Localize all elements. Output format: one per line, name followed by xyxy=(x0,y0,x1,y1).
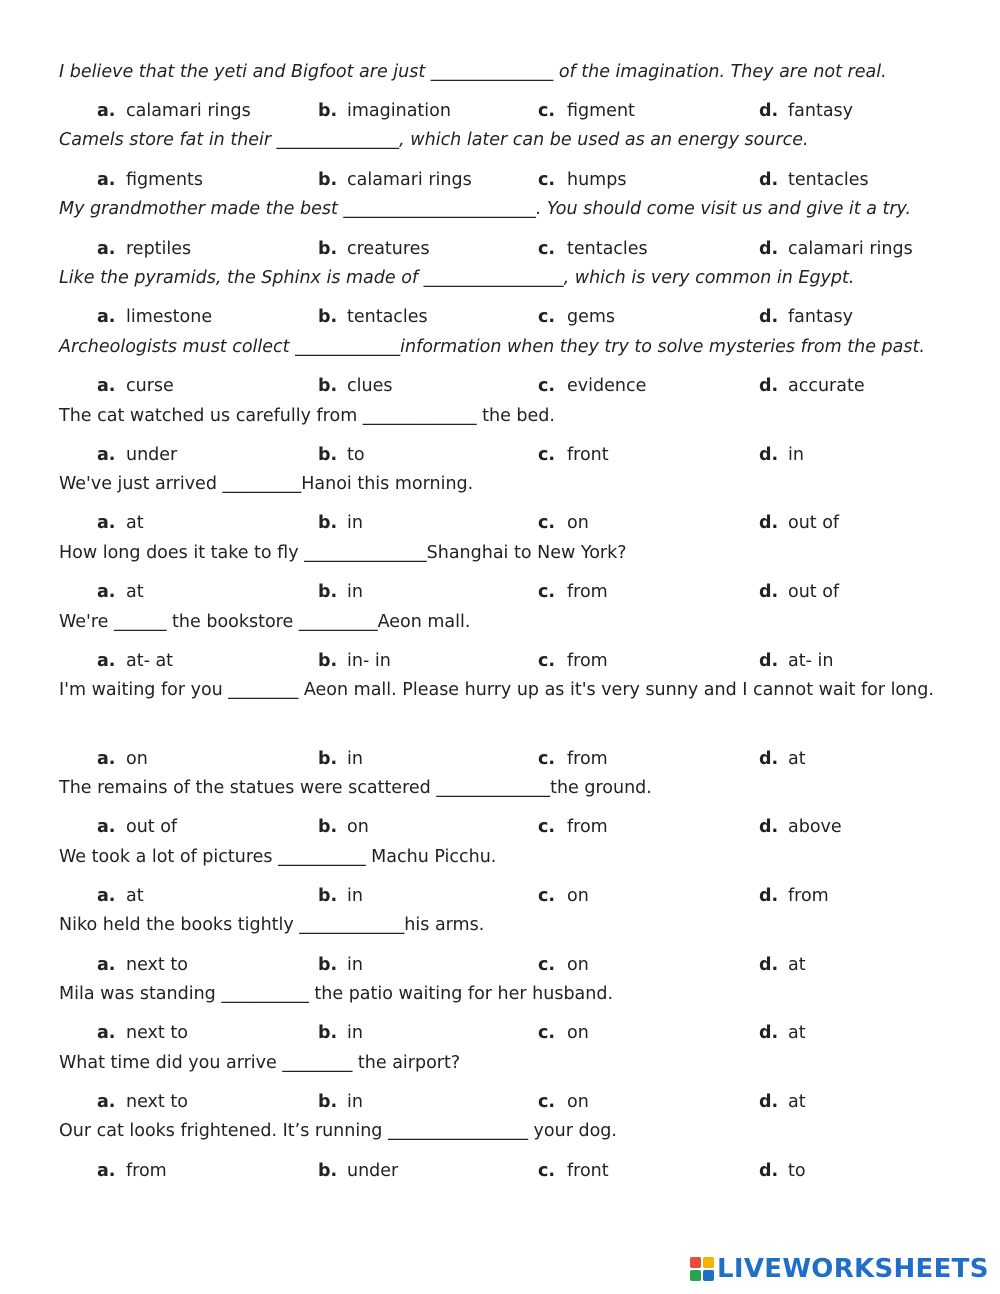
option-letter: b. xyxy=(318,1161,338,1181)
option-text: clues xyxy=(347,376,393,396)
answer-option[interactable] xyxy=(759,886,829,906)
question-text: Camels store fat in their ______________, which later can be used as an energy source. xyxy=(59,130,809,150)
option-text: front xyxy=(567,445,609,465)
option-letter: b. xyxy=(318,376,338,396)
answer-option[interactable] xyxy=(538,376,646,396)
option-text: figments xyxy=(126,170,204,190)
answer-option[interactable] xyxy=(318,955,363,975)
option-text: in xyxy=(347,1023,363,1043)
option-text: in xyxy=(347,955,363,975)
answer-option[interactable] xyxy=(318,445,365,465)
question-text: I'm waiting for you ________ Aeon mall. Please hurry up as it's very sunny and I cannot wait for long. xyxy=(59,680,934,700)
answer-option[interactable] xyxy=(97,513,144,533)
option-letter: b. xyxy=(318,445,338,465)
option-letter: b. xyxy=(318,307,338,327)
option-letter: c. xyxy=(538,651,556,671)
option-text: under xyxy=(347,1161,399,1181)
option-text: humps xyxy=(567,170,627,190)
answer-option[interactable] xyxy=(538,1092,589,1112)
logo-square-2 xyxy=(703,1257,714,1268)
option-text: on xyxy=(347,817,369,837)
option-text: at xyxy=(788,1023,806,1043)
liveworksheets-logo-icon xyxy=(690,1257,714,1281)
option-letter: a. xyxy=(97,170,116,190)
option-letter: b. xyxy=(318,582,338,602)
option-letter: c. xyxy=(538,445,556,465)
answer-option[interactable] xyxy=(759,307,853,327)
option-text: next to xyxy=(126,1092,188,1112)
option-letter: c. xyxy=(538,101,556,121)
question-text: We took a lot of pictures __________ Machu Picchu. xyxy=(59,847,497,867)
option-text: calamari rings xyxy=(126,101,251,121)
answer-option[interactable] xyxy=(318,749,363,769)
option-text: from xyxy=(567,582,608,602)
option-text: above xyxy=(788,817,842,837)
option-text: at xyxy=(126,886,144,906)
option-text: at xyxy=(126,582,144,602)
option-text: in- in xyxy=(347,651,391,671)
answer-option[interactable] xyxy=(759,749,806,769)
option-letter: a. xyxy=(97,582,116,602)
question-text: Niko held the books tightly ____________his arms. xyxy=(59,915,485,935)
answer-option[interactable] xyxy=(759,1092,806,1112)
answer-option[interactable] xyxy=(97,817,177,837)
option-text: tentacles xyxy=(567,239,648,259)
answer-option[interactable] xyxy=(97,239,191,259)
option-text: out of xyxy=(788,582,840,602)
option-text: on xyxy=(567,1092,589,1112)
option-letter: d. xyxy=(759,1161,779,1181)
option-letter: d. xyxy=(759,445,779,465)
answer-options xyxy=(0,445,1000,471)
question-text: My grandmother made the best ______________________. You should come visit us and give it a try. xyxy=(59,199,912,219)
answer-option[interactable] xyxy=(97,1092,188,1112)
option-text: in xyxy=(347,749,363,769)
answer-option[interactable] xyxy=(538,955,589,975)
option-text: evidence xyxy=(567,376,647,396)
option-letter: b. xyxy=(318,239,338,259)
option-letter: d. xyxy=(759,376,779,396)
option-letter: b. xyxy=(318,513,338,533)
option-text: on xyxy=(126,749,148,769)
option-text: fantasy xyxy=(788,307,854,327)
option-text: tentacles xyxy=(788,170,869,190)
option-letter: d. xyxy=(759,239,779,259)
logo-text: LIVEWORKSHEETS xyxy=(717,1254,989,1284)
option-text: from xyxy=(126,1161,167,1181)
option-letter: c. xyxy=(538,376,556,396)
option-text: to xyxy=(347,445,365,465)
answer-option[interactable] xyxy=(759,101,853,121)
option-text: under xyxy=(126,445,178,465)
answer-option[interactable] xyxy=(538,445,609,465)
option-text: from xyxy=(567,651,608,671)
answer-options xyxy=(0,1161,1000,1187)
option-text: next to xyxy=(126,955,188,975)
answer-option[interactable] xyxy=(318,582,363,602)
question-text: Like the pyramids, the Sphinx is made of ________________, which is very common in Egypt. xyxy=(59,268,855,288)
option-text: from xyxy=(567,817,608,837)
option-letter: b. xyxy=(318,749,338,769)
option-letter: a. xyxy=(97,749,116,769)
answer-options xyxy=(0,513,1000,539)
option-letter: c. xyxy=(538,749,556,769)
answer-option[interactable] xyxy=(318,1161,398,1181)
answer-option[interactable] xyxy=(97,170,203,190)
option-letter: a. xyxy=(97,307,116,327)
option-letter: a. xyxy=(97,513,116,533)
option-letter: c. xyxy=(538,239,556,259)
answer-option[interactable] xyxy=(759,445,804,465)
option-letter: c. xyxy=(538,307,556,327)
answer-option[interactable] xyxy=(318,886,363,906)
answer-option[interactable] xyxy=(318,513,363,533)
answer-option[interactable] xyxy=(97,101,251,121)
answer-option[interactable] xyxy=(759,651,833,671)
option-text: in xyxy=(347,513,363,533)
option-letter: d. xyxy=(759,651,779,671)
option-letter: d. xyxy=(759,513,779,533)
option-letter: d. xyxy=(759,955,779,975)
option-letter: d. xyxy=(759,1023,779,1043)
option-letter: a. xyxy=(97,1092,116,1112)
option-text: accurate xyxy=(788,376,865,396)
answer-option[interactable] xyxy=(318,170,472,190)
logo-square-3 xyxy=(690,1270,701,1281)
option-text: fantasy xyxy=(788,101,854,121)
question-text: We're ______ the bookstore _________Aeon mall. xyxy=(59,612,471,632)
option-text: at xyxy=(788,955,806,975)
option-letter: a. xyxy=(97,651,116,671)
option-letter: b. xyxy=(318,1023,338,1043)
answer-option[interactable] xyxy=(97,582,144,602)
option-text: from xyxy=(567,749,608,769)
option-letter: c. xyxy=(538,886,556,906)
option-text: in xyxy=(347,582,363,602)
option-text: on xyxy=(567,513,589,533)
answer-option[interactable] xyxy=(97,1161,167,1181)
option-text: out of xyxy=(126,817,178,837)
answer-option[interactable] xyxy=(759,170,869,190)
question-text: Archeologists must collect ____________information when they try to solve mysteries from the past. xyxy=(59,337,925,357)
answer-options xyxy=(0,239,1000,265)
option-text: tentacles xyxy=(347,307,428,327)
option-text: imagination xyxy=(347,101,451,121)
answer-option[interactable] xyxy=(318,307,428,327)
option-text: out of xyxy=(788,513,840,533)
option-letter: a. xyxy=(97,376,116,396)
answer-option[interactable] xyxy=(538,513,589,533)
option-letter: d. xyxy=(759,101,779,121)
question-text: We've just arrived _________Hanoi this morning. xyxy=(59,474,474,494)
option-letter: b. xyxy=(318,651,338,671)
answer-option[interactable] xyxy=(318,101,451,121)
answer-options xyxy=(0,376,1000,402)
option-text: calamari rings xyxy=(788,239,913,259)
answer-option[interactable] xyxy=(538,239,648,259)
answer-options xyxy=(0,1092,1000,1118)
option-letter: c. xyxy=(538,582,556,602)
option-text: figment xyxy=(567,101,635,121)
option-text: in xyxy=(347,886,363,906)
answer-option[interactable] xyxy=(318,817,369,837)
answer-option[interactable] xyxy=(759,582,839,602)
option-letter: d. xyxy=(759,170,779,190)
option-letter: c. xyxy=(538,817,556,837)
option-letter: d. xyxy=(759,817,779,837)
answer-option[interactable] xyxy=(538,1023,589,1043)
option-letter: b. xyxy=(318,1092,338,1112)
question-text: Mila was standing __________ the patio waiting for her husband. xyxy=(59,984,614,1004)
option-text: at xyxy=(126,513,144,533)
option-text: front xyxy=(567,1161,609,1181)
answer-option[interactable] xyxy=(97,955,188,975)
answer-option[interactable] xyxy=(318,1023,363,1043)
answer-option[interactable] xyxy=(759,376,865,396)
option-text: curse xyxy=(126,376,174,396)
answer-option[interactable] xyxy=(759,1161,806,1181)
option-letter: a. xyxy=(97,101,116,121)
answer-option[interactable] xyxy=(538,307,615,327)
option-letter: c. xyxy=(538,513,556,533)
answer-option[interactable] xyxy=(538,582,608,602)
answer-option[interactable] xyxy=(97,651,173,671)
option-text: next to xyxy=(126,1023,188,1043)
answer-option[interactable] xyxy=(538,1161,609,1181)
answer-options xyxy=(0,749,1000,775)
answer-options xyxy=(0,1023,1000,1049)
option-letter: a. xyxy=(97,239,116,259)
answer-option[interactable] xyxy=(318,1092,363,1112)
option-letter: c. xyxy=(538,170,556,190)
question-text: Our cat looks frightened. It’s running ________________ your dog. xyxy=(59,1121,617,1141)
option-text: gems xyxy=(567,307,616,327)
answer-options xyxy=(0,651,1000,677)
answer-option[interactable] xyxy=(538,817,608,837)
answer-options xyxy=(0,582,1000,608)
logo-square-1 xyxy=(690,1257,701,1268)
answer-option[interactable] xyxy=(97,1023,188,1043)
option-text: in xyxy=(347,1092,363,1112)
question-text: The remains of the statues were scattered _____________the ground. xyxy=(59,778,652,798)
answer-options xyxy=(0,307,1000,333)
answer-option[interactable] xyxy=(318,651,391,671)
option-letter: b. xyxy=(318,101,338,121)
answer-option[interactable] xyxy=(97,445,177,465)
answer-option[interactable] xyxy=(318,376,392,396)
option-letter: a. xyxy=(97,445,116,465)
option-letter: b. xyxy=(318,817,338,837)
answer-option[interactable] xyxy=(759,239,913,259)
option-text: on xyxy=(567,886,589,906)
option-letter: d. xyxy=(759,886,779,906)
answer-option[interactable] xyxy=(538,886,589,906)
option-letter: c. xyxy=(538,955,556,975)
option-text: from xyxy=(788,886,829,906)
option-text: in xyxy=(788,445,804,465)
logo-square-4 xyxy=(703,1270,714,1281)
answer-options xyxy=(0,886,1000,912)
option-letter: a. xyxy=(97,1023,116,1043)
option-text: on xyxy=(567,1023,589,1043)
option-letter: c. xyxy=(538,1092,556,1112)
option-text: limestone xyxy=(126,307,213,327)
answer-option[interactable] xyxy=(759,1023,806,1043)
question-text: What time did you arrive ________ the airport? xyxy=(59,1053,461,1073)
answer-options xyxy=(0,170,1000,196)
question-text: How long does it take to fly ______________Shanghai to New York? xyxy=(59,543,627,563)
answer-options xyxy=(0,817,1000,843)
answer-option[interactable] xyxy=(759,513,839,533)
option-letter: b. xyxy=(318,955,338,975)
answer-option[interactable] xyxy=(759,817,842,837)
option-text: to xyxy=(788,1161,806,1181)
question-text: I believe that the yeti and Bigfoot are just ______________ of the imagination. They are not real. xyxy=(59,62,887,82)
option-text: at xyxy=(788,749,806,769)
option-text: at- in xyxy=(788,651,834,671)
option-letter: a. xyxy=(97,955,116,975)
answer-option[interactable] xyxy=(97,307,212,327)
answer-option[interactable] xyxy=(97,749,148,769)
option-letter: a. xyxy=(97,886,116,906)
option-letter: c. xyxy=(538,1161,556,1181)
option-letter: d. xyxy=(759,582,779,602)
option-text: at xyxy=(788,1092,806,1112)
option-letter: d. xyxy=(759,307,779,327)
option-text: at- at xyxy=(126,651,174,671)
answer-options xyxy=(0,955,1000,981)
answer-option[interactable] xyxy=(538,651,608,671)
option-text: calamari rings xyxy=(347,170,472,190)
answer-option[interactable] xyxy=(538,170,626,190)
answer-option[interactable] xyxy=(538,749,608,769)
answer-option[interactable] xyxy=(318,239,430,259)
option-letter: a. xyxy=(97,817,116,837)
option-letter: c. xyxy=(538,1023,556,1043)
question-text: The cat watched us carefully from _____________ the bed. xyxy=(59,406,555,426)
option-text: creatures xyxy=(347,239,430,259)
option-text: on xyxy=(567,955,589,975)
answer-options xyxy=(0,101,1000,127)
option-letter: d. xyxy=(759,1092,779,1112)
answer-option[interactable] xyxy=(97,886,144,906)
option-letter: d. xyxy=(759,749,779,769)
liveworksheets-logo[interactable] xyxy=(690,1254,989,1284)
option-letter: b. xyxy=(318,170,338,190)
answer-option[interactable] xyxy=(538,101,635,121)
answer-option[interactable] xyxy=(759,955,806,975)
option-text: reptiles xyxy=(126,239,192,259)
answer-option[interactable] xyxy=(97,376,174,396)
option-letter: b. xyxy=(318,886,338,906)
option-letter: a. xyxy=(97,1161,116,1181)
